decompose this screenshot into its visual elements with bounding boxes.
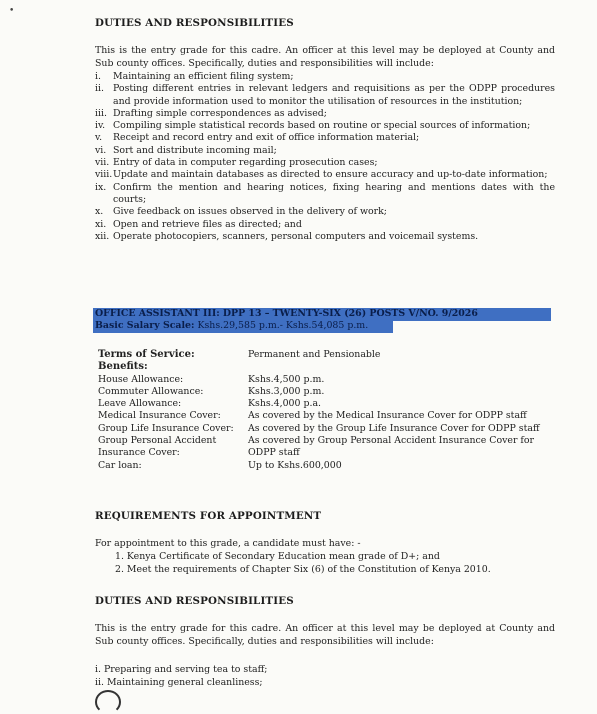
duty-item [95,157,555,169]
terms-row [98,349,553,361]
duty-number: x. [95,206,104,218]
duty-text: Confirm the mention and hearing notices, fixing hearing and mentions dates with the courts; [113,181,555,205]
duty-text: Operate photocopiers, scanners, personal computers and voicemail systems. [113,230,479,242]
benefit-label: Car loan: [98,459,142,471]
duties-heading: DUTIES AND RESPONSIBILITIES [95,17,294,29]
duty-number: i. [95,71,101,82]
duties-intro: This is the entry grade for this cadre. An officer at this level may be deployed at County and Sub county offices. Specifically, duties and responsibilities will include: [95,45,555,69]
benefit-row [98,435,553,460]
salary-value: Kshs.29,585 p.m.- Kshs.54,085 p.m. [197,320,369,331]
terms-value: Permanent and Pensionable [248,349,381,360]
duty-item [95,182,555,207]
duties2-intro: This is the entry grade for this cadre. An officer at this level may be deployed at County and Sub county offices. Specifically, duties and responsibilities will include: [95,623,555,647]
duty-item [95,120,555,132]
benefit-value: Up to Kshs.600,000 [248,459,342,471]
benefit-label: Commuter Allowance: [98,385,204,397]
duty-text: Drafting simple correspondences as advised; [113,107,327,119]
benefit-row [98,386,553,398]
benefit-label: Leave Allowance: [98,398,182,410]
duty-number: xii. [95,230,110,242]
duty-number: iv. [95,120,106,132]
requirements-heading: REQUIREMENTS FOR APPOINTMENT [95,510,322,522]
duty-item: ii. Maintaining general cleanliness; [95,676,263,688]
benefits-row [98,361,553,373]
benefit-label: Medical Insurance Cover: [98,410,221,422]
duty-text: Give feedback on issues observed in the delivery of work; [113,206,387,218]
benefits-label: Benefits: [98,361,148,373]
duty-number: ii. [95,83,104,95]
duty-text: Entry of data in computer regarding prosecution cases; [113,157,378,169]
duty-item [95,145,555,157]
benefit-value: As covered by the Medical Insurance Cover for ODPP staff [248,410,527,422]
duty-number: vi. [95,144,107,156]
duty-number: viii. [95,169,113,181]
benefit-row [98,423,553,435]
benefit-label: Group Life Insurance Cover: [98,422,234,434]
duty-item [95,206,555,218]
duty-item [95,132,555,144]
duties2-heading: DUTIES AND RESPONSIBILITIES [95,595,294,607]
duties-list [95,71,555,243]
cropped-glyph [95,690,121,714]
duty-item [95,108,555,120]
duty-text: Sort and distribute incoming mail; [113,144,277,156]
duty-text: Open and retrieve files as directed; and [113,218,302,230]
duty-item [95,231,555,243]
duty-item [95,219,555,231]
benefit-value: Kshs.4,000 p.a. [248,398,322,410]
benefit-row [98,410,553,422]
post-title: OFFICE ASSISTANT III: DPP 13 – TWENTY-SIX (26) POSTS V/NO. 9/2026 [95,308,478,319]
duty-item [95,71,555,83]
benefits-table [98,374,553,472]
bullet-mark: • [9,6,15,16]
requirement-item: 2. Meet the requirements of Chapter Six (6) of the Constitution of Kenya 2010. [115,563,491,575]
benefit-value: Kshs.4,500 p.m. [248,373,325,385]
terms-label: Terms of Service: [98,349,195,360]
duty-text: Receipt and record entry and exit of office information material; [113,132,420,144]
benefit-label: Group Personal Accident Insurance Cover: [98,435,217,459]
duty-text: Maintaining an efficient filing system; [113,71,294,82]
duty-item [95,83,555,108]
duty-text: Update and maintain databases as directed to ensure accuracy and up-to-date information; [113,169,548,181]
post-title-highlight [93,308,551,321]
terms-block [98,349,553,472]
duty-text: Posting different entries in relevant ledgers and requisitions as per the ODPP procedures and provide information used to monitor the utilisation of resources in the institution; [113,83,555,107]
duties2-list [95,664,267,689]
duty-number: ix. [95,181,107,193]
requirements-list [115,551,545,577]
benefit-row [98,374,553,386]
benefit-value: As covered by the Group Life Insurance Cover for ODPP staff [248,422,540,434]
benefit-row [98,460,553,472]
duty-item: i. Preparing and serving tea to staff; [95,664,268,675]
duty-number: iii. [95,107,107,119]
duty-number: xi. [95,218,107,230]
duty-number: vii. [95,157,110,169]
salary-highlight [93,320,393,333]
benefit-row [98,398,553,410]
duty-item [95,169,555,181]
requirement-item: 1. Kenya Certificate of Secondary Education mean grade of D+; and [115,551,440,562]
salary-label: Basic Salary Scale: [95,320,195,331]
benefit-label: House Allowance: [98,373,184,385]
duty-number: v. [95,132,103,144]
benefit-value: Kshs.3,000 p.m. [248,385,325,397]
benefit-value: As covered by Group Personal Accident Insurance Cover for ODPP staff [248,435,535,459]
duty-text: Compiling simple statistical records based on routine or special sources of information; [113,120,531,132]
requirements-intro: For appointment to this grade, a candidate must have: - [95,538,361,549]
